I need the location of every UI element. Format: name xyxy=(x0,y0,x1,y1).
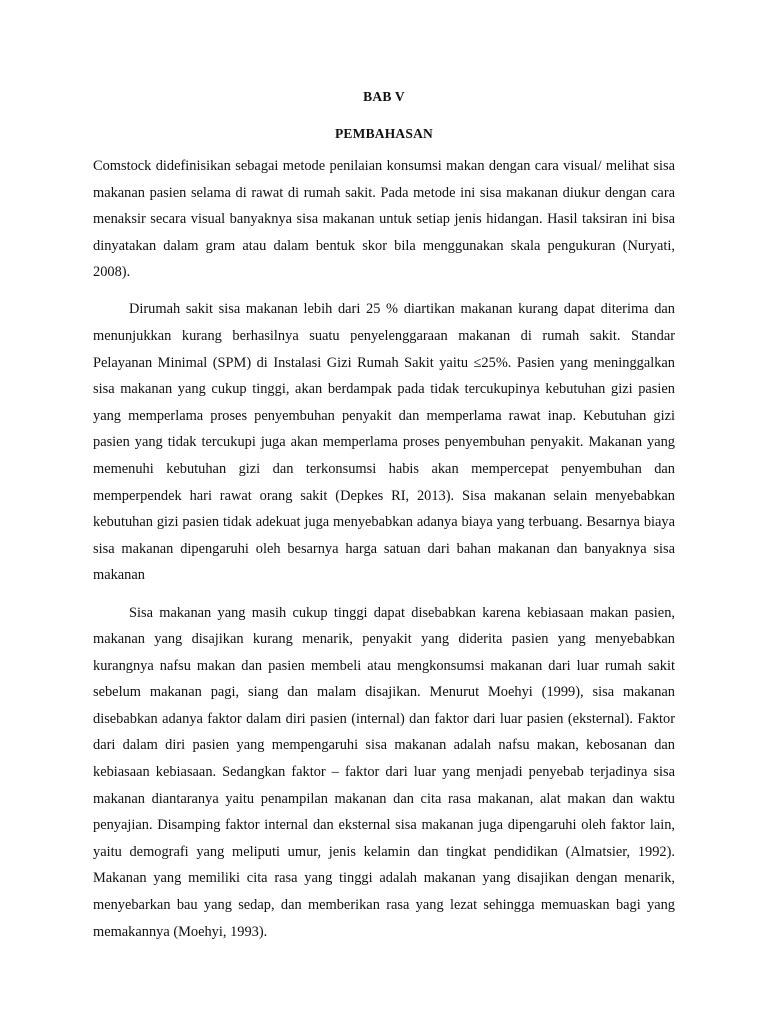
document-body xyxy=(93,153,675,945)
paragraph-food-waste-factors: Sisa makanan yang masih cukup tinggi dapat disebabkan karena kebiasaan makan pasien, makanan yang disajikan kurang menarik, penyakit yang diderita pasien yang menyebabkan kurangnya nafsu makan dan pasien membeli atau mengkonsumsi makanan dari luar rumah sakit sebelum makanan pagi, siang dan malam disajikan. Menurut Moehyi (1999), sisa makanan disebabkan adanya faktor dalam diri pasien (internal) dan faktor dari luar pasien (eksternal). Faktor dari dalam diri pasien yang mempengaruhi sisa makanan adalah nafsu makan, kebosanan dan kebiasaan kebiasaan. Sedangkan faktor – faktor dari luar yang menjadi penyebab terjadinya sisa makanan diantaranya yaitu penampilan makanan dan cita rasa makanan, alat makan dan waktu penyajian. Disamping faktor internal dan eksternal sisa makanan juga dipengaruhi oleh faktor lain, yaitu demografi yang meliputi umur, jenis kelamin dan tingkat pendidikan (Almatsier, 1992). Makanan yang memiliki cita rasa yang tinggi adalah makanan yang disajikan dengan menarik, menyebarkan bau yang sedap, dan memberikan rasa yang lezat sehingga memuaskan bagi yang memakannya (Moehyi, 1993). xyxy=(93,604,675,940)
chapter-title: PEMBAHASAN xyxy=(334,126,433,141)
paragraph-comstock-method: Comstock didefinisikan sebagai metode penilaian konsumsi makan dengan cara visual/ melihat sisa makanan pasien selama di rawat di rumah sakit. Pada metode ini sisa makanan diukur dengan cara menaksir secara visual banyaknya sisa makanan untuk setiap jenis hidangan. Hasil taksiran ini bisa dinyatakan dalam gram atau dalam bentuk skor bila menggunakan skala pengukuran (Nuryati, 2008). xyxy=(93,158,675,281)
paragraph-food-waste-standard: Dirumah sakit sisa makanan lebih dari 25 % diartikan makanan kurang dapat diterima dan menunjukkan kurang berhasilnya suatu penyelenggaraan makanan di rumah sakit. Standar Pelayanan Minimal (SPM) di Instalasi Gizi Rumah Sakit yaitu ≤25%. Pasien yang meninggalkan sisa makanan yang cukup tinggi, akan berdampak pada tidak tercukupinya kebutuhan gizi pasien yang memperlama proses penyembuhan penyakit dan memperlama rawat inap. Kebutuhan gizi pasien yang tidak tercukupi juga akan memperlama proses penyembuhan penyakit. Makanan yang memenuhi kebutuhan gizi dan terkonsumsi habis akan mempercepat penyembuhan dan memperpendek hari rawat orang sakit (Depkes RI, 2013). Sisa makanan selain menyebabkan kebutuhan gizi pasien tidak adekuat juga menyebabkan adanya biaya yang terbuang. Besarnya biaya sisa makanan dipengaruhi oleh besarnya harga satuan dari bahan makanan dan banyaknya sisa makanan xyxy=(93,301,675,584)
chapter-heading: BAB V xyxy=(363,89,405,104)
